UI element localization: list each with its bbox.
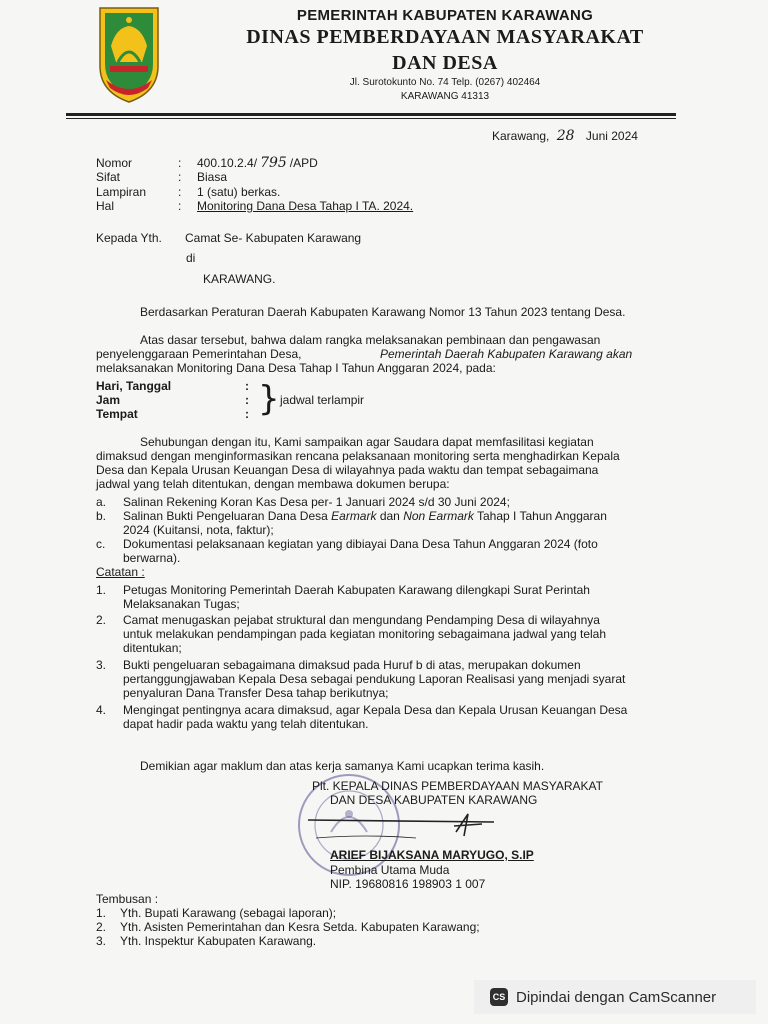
meta-sep: : (178, 156, 182, 170)
paragraph-request-line: Sehubungan dengan itu, Kami sampaikan agar Saudara dapat memfasilitasi kegiatan (140, 435, 594, 449)
note-line: Melaksanakan Tugas; (123, 597, 240, 611)
paragraph-purpose-line: penyelenggaraan Pemerintahan Desa, (96, 347, 302, 361)
notes-title: Catatan : (96, 565, 145, 579)
karawang-regency-logo (96, 6, 162, 104)
note-line: untuk melakukan pendampingan pada kegiatan monitoring sebagaimana jadwal yang telah (123, 627, 606, 641)
signatory-title-cont: DAN DESA KABUPATEN KARAWANG (330, 793, 538, 807)
note-line: ditentukan; (123, 641, 182, 655)
schedule-sep: : (245, 407, 249, 421)
cc-marker: 3. (96, 934, 107, 948)
schedule-brace: } (258, 379, 280, 419)
note-marker: 4. (96, 703, 107, 717)
camscanner-watermark (474, 980, 756, 1014)
doc-item: Dokumentasi pelaksanaan kegiatan yang dibiayai Dana Desa Tahun Anggaran 2024 (foto (123, 537, 598, 551)
schedule-label: Jam (96, 393, 121, 407)
addressee-name: Camat Se- Kabupaten Karawang (185, 231, 362, 245)
cc-item: Yth. Asisten Pemerintahan dan Kesra Setda. Kabupaten Karawang; (120, 920, 480, 934)
closing-sentence: Demikian agar maklum dan atas kerja samanya Kami ucapkan terima kasih. (140, 759, 545, 773)
doc-item: Salinan Rekening Koran Kas Desa per- 1 Januari 2024 s/d 30 Juni 2024; (123, 495, 510, 509)
schedule-label: Hari, Tanggal (96, 379, 172, 393)
paragraph-request-line: Desa dan Kepala Urusan Keuangan Desa di wilayahnya pada waktu dan tempat sebagaimana (96, 463, 599, 477)
doc-marker: a. (96, 495, 107, 509)
note-line: dapat hadir pada waktu yang telah ditentukan. (123, 717, 369, 731)
paragraph-request-line: dimaksud dengan menginformasikan rencana pelaksanaan monitoring serta menghadirkan Kepala (96, 449, 620, 463)
meta-sep: : (178, 170, 182, 184)
paragraph-purpose-line: Pemerintah Daerah Kabupaten Karawang akan (380, 347, 633, 361)
note-line: pertanggungjawaban Kepala Desa sebagai pendukung Laporan Realisasi yang menjadi syarat (123, 672, 626, 686)
addressee-label: Kepada Yth. (96, 231, 162, 245)
cc-marker: 2. (96, 920, 107, 934)
note-line: Camat menugaskan pejabat struktural dan mengundang Pendamping Desa di wilayahnya (123, 613, 600, 627)
note-line: Bukti pengeluaran sebagaimana dimaksud pada Huruf b di atas, merupakan dokumen (123, 658, 581, 672)
paragraph-purpose-line: melaksanakan Monitoring Dana Desa Tahap I Tahun Anggaran 2024, pada: (96, 361, 496, 375)
signatory-nip: NIP. 19680816 198903 1 007 (330, 877, 486, 891)
meta-label-nomor: Nomor (96, 156, 133, 170)
meta-value-lampiran: 1 (satu) berkas. (197, 185, 281, 199)
doc-marker: b. (96, 509, 107, 523)
paragraph-purpose-line: Atas dasar tersebut, bahwa dalam rangka melaksanakan pembinaan dan pengawasan (140, 333, 601, 347)
letterhead-agency: DINAS PEMBERDAYAAN MASYARAKAT (246, 26, 644, 48)
addressee-city: KARAWANG. (203, 272, 276, 286)
camscanner-text: Dipindai dengan CamScanner (516, 988, 717, 1006)
meta-label-sifat: Sifat (96, 170, 121, 184)
letterhead-government: PEMERINTAH KABUPATEN KARAWANG (296, 7, 594, 24)
signatory-name: ARIEF BIJAKSANA MARYUGO, S.IP (330, 848, 534, 862)
doc-item: Salinan Bukti Pengeluaran Dana Desa Earmark dan Non Earmark Tahap I Tahun Anggaran (123, 509, 607, 523)
letter-date: Karawang, 28 Juni 2024 (492, 128, 638, 144)
schedule-sep: : (245, 393, 249, 407)
doc-item-cont: berwarna). (123, 551, 181, 565)
meta-sep: : (178, 199, 182, 213)
meta-label-lampiran: Lampiran (96, 185, 147, 199)
schedule-note: jadwal terlampir (280, 393, 365, 407)
letterhead-agency-cont: DAN DESA (392, 52, 498, 74)
cc-marker: 1. (96, 906, 107, 920)
signatory-title: Plt. KEPALA DINAS PEMBERDAYAAN MASYARAKAT (312, 779, 603, 793)
note-line: Mengingat pentingnya acara dimaksud, agar Kepala Desa dan Kepala Urusan Keuangan Desa (123, 703, 628, 717)
letterhead-city: KARAWANG 41313 (400, 91, 490, 102)
addressee-di: di (186, 251, 196, 265)
schedule-sep: : (245, 379, 249, 393)
note-marker: 3. (96, 658, 107, 672)
letterhead-address: Jl. Surotokunto No. 74 Telp. (0267) 402464 (349, 77, 541, 88)
meta-label-hal: Hal (96, 199, 115, 213)
signatory-rank: Pembina Utama Muda (330, 863, 450, 877)
cc-item: Yth. Inspektur Kabupaten Karawang. (120, 934, 317, 948)
meta-value-sifat: Biasa (197, 170, 228, 184)
cc-title: Tembusan : (96, 892, 159, 906)
doc-marker: c. (96, 537, 106, 551)
header-divider-thick (66, 113, 676, 116)
note-line: penyaluran Dana Transfer Desa tahap berikutnya; (123, 686, 389, 700)
meta-value-nomor: 400.10.2.4/ 795 /APD (197, 155, 318, 171)
paragraph-basis: Berdasarkan Peraturan Daerah Kabupaten Karawang Nomor 13 Tahun 2023 tentang Desa. (140, 305, 626, 319)
meta-sep: : (178, 185, 182, 199)
note-marker: 2. (96, 613, 107, 627)
doc-item-cont: 2024 (Kuitansi, nota, faktur); (123, 523, 274, 537)
handwritten-signature (306, 808, 496, 844)
cc-item: Yth. Bupati Karawang (sebagai laporan); (120, 906, 337, 920)
schedule-label: Tempat (96, 407, 138, 421)
note-marker: 1. (96, 583, 107, 597)
meta-value-hal: Monitoring Dana Desa Tahap I TA. 2024. (197, 199, 414, 213)
note-line: Petugas Monitoring Pemerintah Daerah Kabupaten Karawang dilengkapi Surat Perintah (123, 583, 590, 597)
paragraph-request-line: jadwal yang telah ditentukan, dengan membawa dokumen berupa: (96, 477, 450, 491)
header-divider-thin (66, 118, 676, 119)
camscanner-icon: CS (490, 988, 508, 1006)
